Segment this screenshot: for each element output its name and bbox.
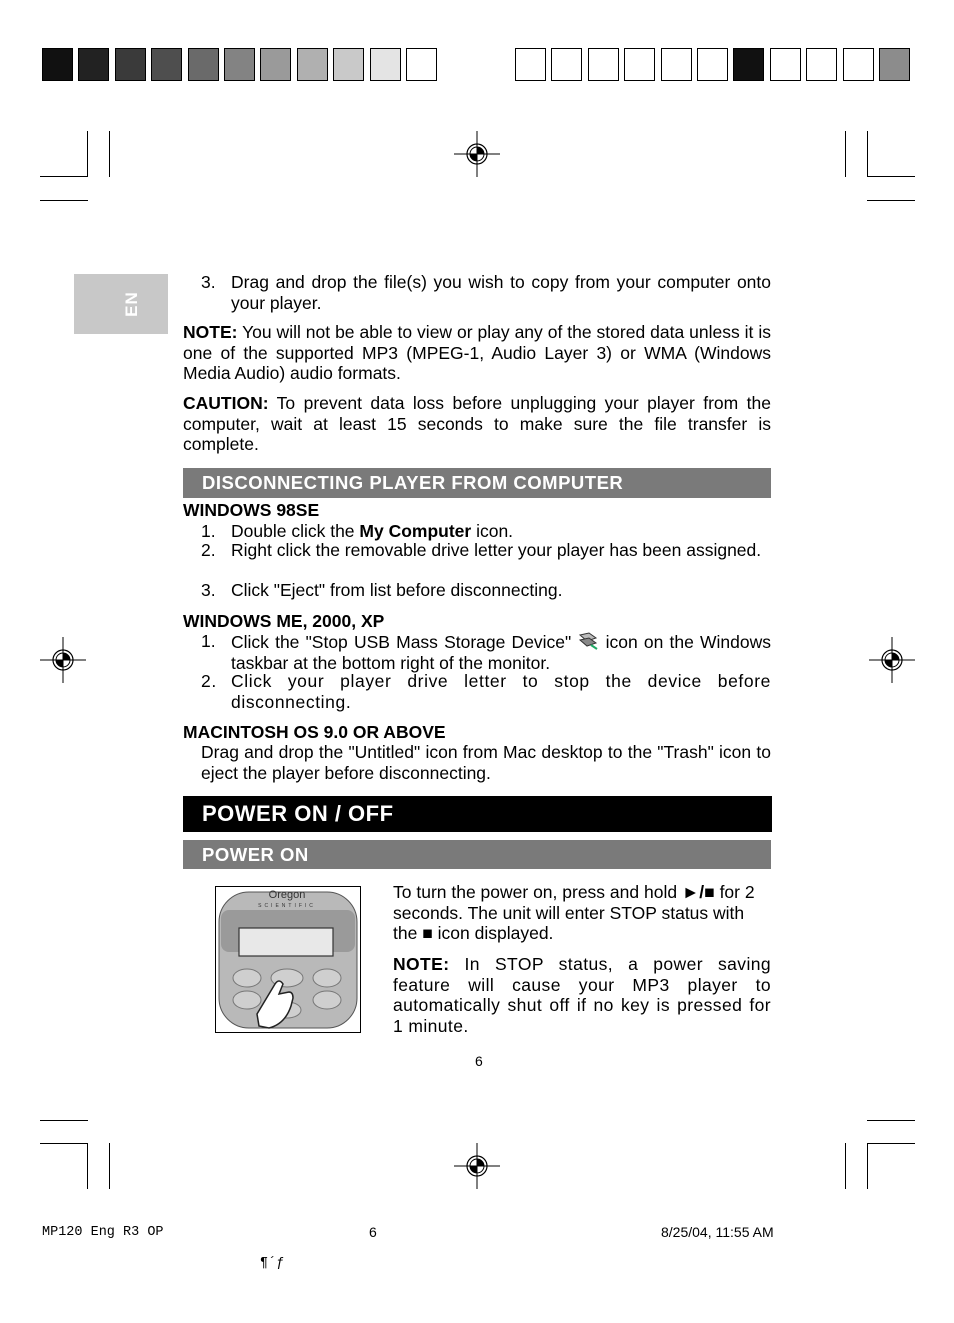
- color-swatch: [551, 48, 582, 81]
- color-swatch: [770, 48, 801, 81]
- subsection-heading: MACINTOSH OS 9.0 OR ABOVE: [183, 722, 446, 742]
- mp3-player-illustration: [215, 886, 361, 1033]
- color-swatch: [115, 48, 146, 81]
- footer-bottom-text: ¶´ƒ: [260, 1256, 285, 1271]
- list-item: [201, 521, 771, 542]
- crop-mark: [867, 131, 868, 177]
- note-text: In STOP status, a power saving feature will cause your MP3 player to automatically shut off if no key is pressed for 1 minute.: [393, 954, 771, 1036]
- device-brand-text: Oregon: [268, 889, 306, 901]
- registration-mark-icon: [869, 637, 915, 683]
- color-swatch: [515, 48, 546, 81]
- paragraph-text: for 2 seconds. The unit will enter STOP status with the: [393, 882, 755, 943]
- color-swatch: [406, 48, 437, 81]
- color-swatch: [879, 48, 910, 81]
- footer-page: 6: [369, 1224, 377, 1240]
- note-text: You will not be able to view or play any of the stored data unless it is one of the supported MP3 (MPEG-1, Audio Layer 3) or WMA (Windows Media Audio) audio formats.: [183, 322, 771, 383]
- subsection-heading: WINDOWS 98SE: [183, 500, 320, 520]
- list-text: Click the "Stop USB Mass Storage Device": [231, 632, 578, 652]
- list-text: Click "Eject" from list before disconnecting.: [231, 580, 563, 600]
- list-text: Click your player drive letter to stop the device before disconnecting.: [231, 671, 771, 712]
- note-label: NOTE:: [393, 954, 450, 974]
- crop-mark: [867, 176, 915, 177]
- usb-device-icon: [577, 631, 599, 651]
- registration-mark-icon: [40, 637, 86, 683]
- color-swatch: [151, 48, 182, 81]
- list-item: [201, 671, 771, 712]
- paragraph: Drag and drop the "Untitled" icon from Mac desktop to the "Trash" icon to eject the player before disconnecting.: [201, 742, 771, 783]
- color-swatch: [697, 48, 728, 81]
- list-item: [201, 631, 771, 673]
- color-swatch: [843, 48, 874, 81]
- color-swatch: [78, 48, 109, 81]
- stop-icon: ■: [422, 923, 433, 943]
- color-swatch: [661, 48, 692, 81]
- list-text: icon.: [471, 521, 514, 541]
- color-swatch: [188, 48, 219, 81]
- list-text: Double click the: [231, 521, 360, 541]
- footer-timestamp: 8/25/04, 11:55 AM: [661, 1224, 774, 1240]
- crop-mark: [87, 1143, 88, 1189]
- power-on-paragraph: [393, 882, 771, 944]
- crop-mark: [40, 176, 88, 177]
- paragraph-text: icon displayed.: [432, 923, 554, 943]
- list-text: icon on the Windows taskbar at the bottom right of the monitor.: [231, 632, 772, 673]
- list-number: 2.: [201, 671, 217, 691]
- crop-mark: [87, 131, 88, 177]
- color-swatch: [624, 48, 655, 81]
- color-swatch: [806, 48, 837, 81]
- section-header: DISCONNECTING PLAYER FROM COMPUTER: [183, 468, 771, 498]
- note-label: NOTE:: [183, 322, 238, 342]
- language-tab-label: EN: [122, 291, 141, 317]
- crop-mark: [109, 131, 110, 177]
- page-number: 6: [475, 1053, 483, 1069]
- registration-mark-icon: [454, 1143, 500, 1189]
- color-swatch: [42, 48, 73, 81]
- color-swatch: [733, 48, 764, 81]
- crop-mark: [845, 1143, 846, 1189]
- color-swatch: [333, 48, 364, 81]
- subsection-heading: WINDOWS ME, 2000, XP: [183, 611, 385, 631]
- crop-mark: [845, 131, 846, 177]
- caution-label: CAUTION:: [183, 393, 269, 413]
- list-number: 2.: [201, 540, 216, 560]
- list-text: Right click the removable drive letter your player has been assigned.: [231, 540, 762, 560]
- list-number: 1.: [201, 521, 216, 541]
- color-swatch: [260, 48, 291, 81]
- note-paragraph: [183, 322, 771, 384]
- crop-mark: [867, 1143, 868, 1189]
- section-header: POWER ON / OFF: [183, 796, 772, 832]
- list-number: 1.: [201, 631, 216, 651]
- color-swatch: [588, 48, 619, 81]
- device-sub-text: SCIENTIFIC: [258, 903, 316, 909]
- subsection-header: POWER ON: [183, 840, 771, 869]
- play-stop-icon: ►/■: [681, 882, 715, 902]
- list-text: Drag and drop the file(s) you wish to copy from your computer onto your player.: [231, 272, 771, 313]
- footer-filename: MP120 Eng R3 OP: [42, 1225, 164, 1240]
- power-note-paragraph: [393, 954, 771, 1036]
- crop-mark: [40, 1120, 88, 1121]
- crop-mark: [40, 200, 88, 201]
- crop-mark: [867, 1143, 915, 1144]
- caution-paragraph: [183, 393, 771, 455]
- crop-mark: [109, 1143, 110, 1189]
- language-tab: [74, 274, 168, 334]
- list-text-bold: My Computer: [359, 521, 472, 541]
- list-item: [201, 540, 771, 561]
- paragraph-text: To turn the power on, press and hold: [393, 882, 682, 902]
- caution-text: To prevent data loss before unplugging your player from the computer, wait at least 15 seconds to make sure the file transfer is complete.: [183, 393, 771, 454]
- list-number: 3.: [201, 272, 216, 292]
- crop-mark: [867, 1120, 915, 1121]
- registration-mark-icon: [454, 131, 500, 177]
- crop-mark: [867, 200, 915, 201]
- color-swatch: [297, 48, 328, 81]
- color-swatch: [370, 48, 401, 81]
- color-swatch: [224, 48, 255, 81]
- list-item: [201, 580, 771, 601]
- list-number: 3.: [201, 580, 216, 600]
- crop-mark: [40, 1143, 88, 1144]
- list-item: [201, 272, 771, 313]
